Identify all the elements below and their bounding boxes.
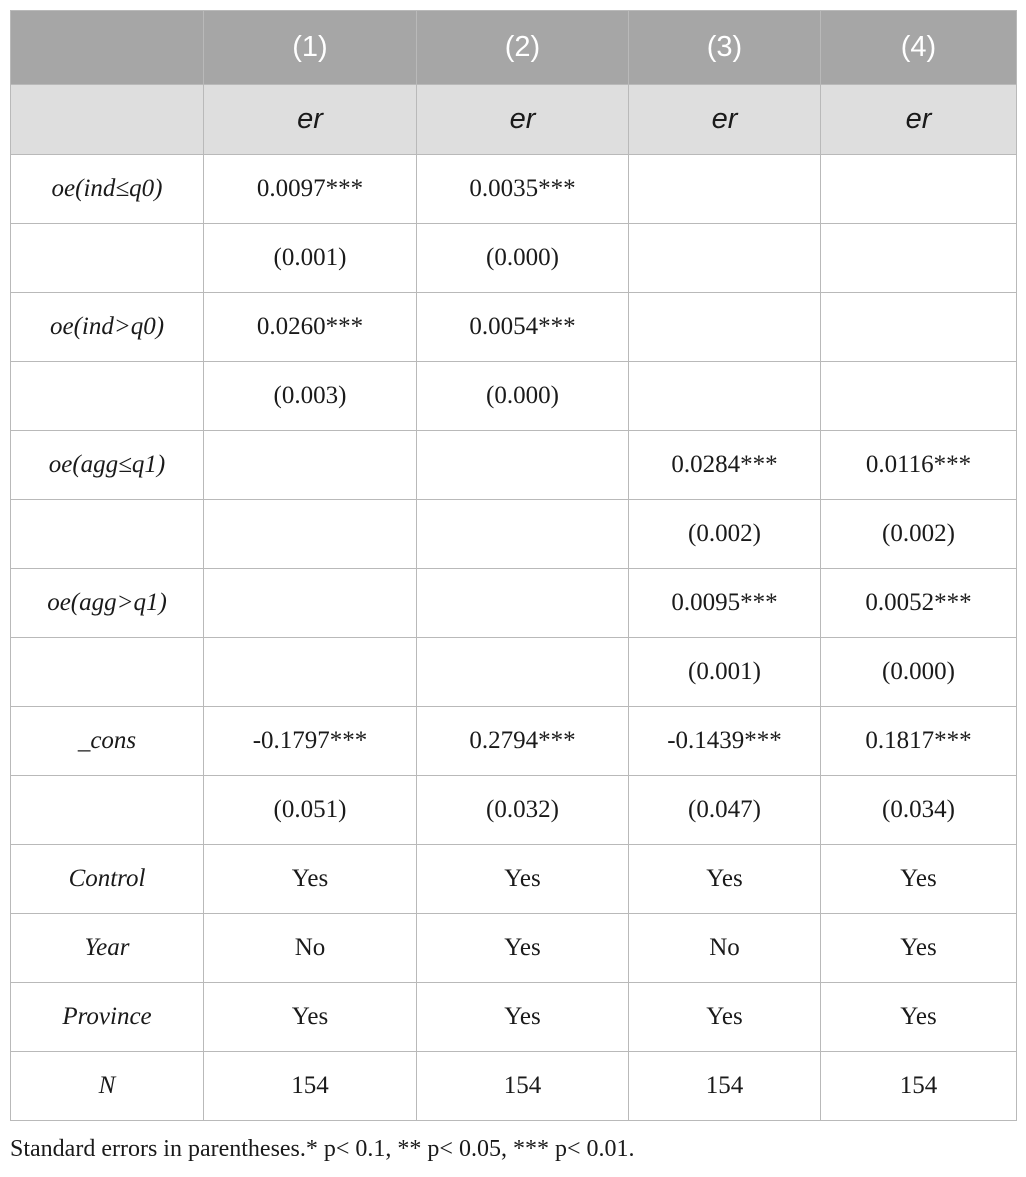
table-cell: [629, 293, 821, 362]
table-row: [11, 638, 1017, 707]
table-cell: 0.2794***: [417, 707, 629, 776]
table-cell: [417, 569, 629, 638]
table-cell: (0.034): [821, 776, 1017, 845]
table-cell: 154: [629, 1052, 821, 1121]
table-cell: [629, 362, 821, 431]
table-cell: Yes: [821, 914, 1017, 983]
regression-table: [10, 10, 1017, 1121]
table-cell: Yes: [629, 845, 821, 914]
table-cell: Yes: [204, 983, 417, 1052]
table-footnote: Standard errors in parentheses.* p< 0.1, ** p< 0.05, *** p< 0.01.: [10, 1136, 635, 1162]
table-cell: [821, 224, 1017, 293]
row-label: oe(ind>q0): [11, 293, 204, 362]
table-row: [11, 845, 1017, 914]
regression-table-container: [10, 10, 1016, 1121]
table-cell: [204, 638, 417, 707]
row-label: _cons: [11, 707, 204, 776]
table-cell: 0.0052***: [821, 569, 1017, 638]
header-cell-corner: [11, 11, 204, 85]
table-cell: [204, 500, 417, 569]
table-row: [11, 431, 1017, 500]
table-cell: Yes: [629, 983, 821, 1052]
table-cell: 0.0035***: [417, 155, 629, 224]
subheader-cell-corner: [11, 85, 204, 155]
table-row: [11, 155, 1017, 224]
table-cell: 154: [417, 1052, 629, 1121]
table-cell: -0.1797***: [204, 707, 417, 776]
table-cell: (0.047): [629, 776, 821, 845]
table-cell: (0.051): [204, 776, 417, 845]
table-cell: (0.001): [204, 224, 417, 293]
table-cell: (0.000): [821, 638, 1017, 707]
table-cell: Yes: [417, 983, 629, 1052]
header-cell-model-4: (4): [821, 11, 1017, 85]
row-label: [11, 638, 204, 707]
table-cell: [629, 224, 821, 293]
table-cell: Yes: [204, 845, 417, 914]
table-cell: 0.0116***: [821, 431, 1017, 500]
table-cell: 0.0260***: [204, 293, 417, 362]
table-cell: (0.000): [417, 362, 629, 431]
row-label: oe(ind≤q0): [11, 155, 204, 224]
row-label: N: [11, 1052, 204, 1121]
table-cell: [417, 500, 629, 569]
table-row: [11, 569, 1017, 638]
table-cell: 0.0095***: [629, 569, 821, 638]
table-cell: -0.1439***: [629, 707, 821, 776]
table-cell: [417, 431, 629, 500]
table-cell: 0.0097***: [204, 155, 417, 224]
header-cell-model-1: (1): [204, 11, 417, 85]
dependent-variable-header-row: [11, 85, 1017, 155]
table-cell: [204, 569, 417, 638]
row-label: [11, 500, 204, 569]
table-row: [11, 983, 1017, 1052]
table-cell: 0.0054***: [417, 293, 629, 362]
table-row: [11, 362, 1017, 431]
table-cell: (0.002): [629, 500, 821, 569]
table-cell: 0.1817***: [821, 707, 1017, 776]
row-label: [11, 776, 204, 845]
table-cell: (0.002): [821, 500, 1017, 569]
header-cell-model-3: (3): [629, 11, 821, 85]
row-label: [11, 224, 204, 293]
table-cell: [204, 431, 417, 500]
subheader-cell-model-1: er: [204, 85, 417, 155]
column-number-header-row: [11, 11, 1017, 85]
table-cell: [821, 362, 1017, 431]
table-cell: 154: [821, 1052, 1017, 1121]
row-label: Control: [11, 845, 204, 914]
table-cell: [629, 155, 821, 224]
table-cell: No: [204, 914, 417, 983]
row-label: [11, 362, 204, 431]
table-cell: Yes: [417, 914, 629, 983]
table-cell: [821, 155, 1017, 224]
table-row: [11, 1052, 1017, 1121]
table-cell: (0.000): [417, 224, 629, 293]
table-cell: (0.032): [417, 776, 629, 845]
subheader-cell-model-4: er: [821, 85, 1017, 155]
table-row: [11, 293, 1017, 362]
header-cell-model-2: (2): [417, 11, 629, 85]
table-cell: [417, 638, 629, 707]
row-label: oe(agg≤q1): [11, 431, 204, 500]
row-label: Province: [11, 983, 204, 1052]
table-cell: No: [629, 914, 821, 983]
table-cell: (0.001): [629, 638, 821, 707]
table-cell: Yes: [417, 845, 629, 914]
table-cell: 154: [204, 1052, 417, 1121]
table-row: [11, 914, 1017, 983]
table-row: [11, 224, 1017, 293]
table-cell: 0.0284***: [629, 431, 821, 500]
table-row: [11, 500, 1017, 569]
row-label: Year: [11, 914, 204, 983]
table-cell: (0.003): [204, 362, 417, 431]
subheader-cell-model-2: er: [417, 85, 629, 155]
subheader-cell-model-3: er: [629, 85, 821, 155]
table-cell: Yes: [821, 983, 1017, 1052]
table-cell: [821, 293, 1017, 362]
table-cell: Yes: [821, 845, 1017, 914]
row-label: oe(agg>q1): [11, 569, 204, 638]
table-row: [11, 776, 1017, 845]
table-row: [11, 707, 1017, 776]
